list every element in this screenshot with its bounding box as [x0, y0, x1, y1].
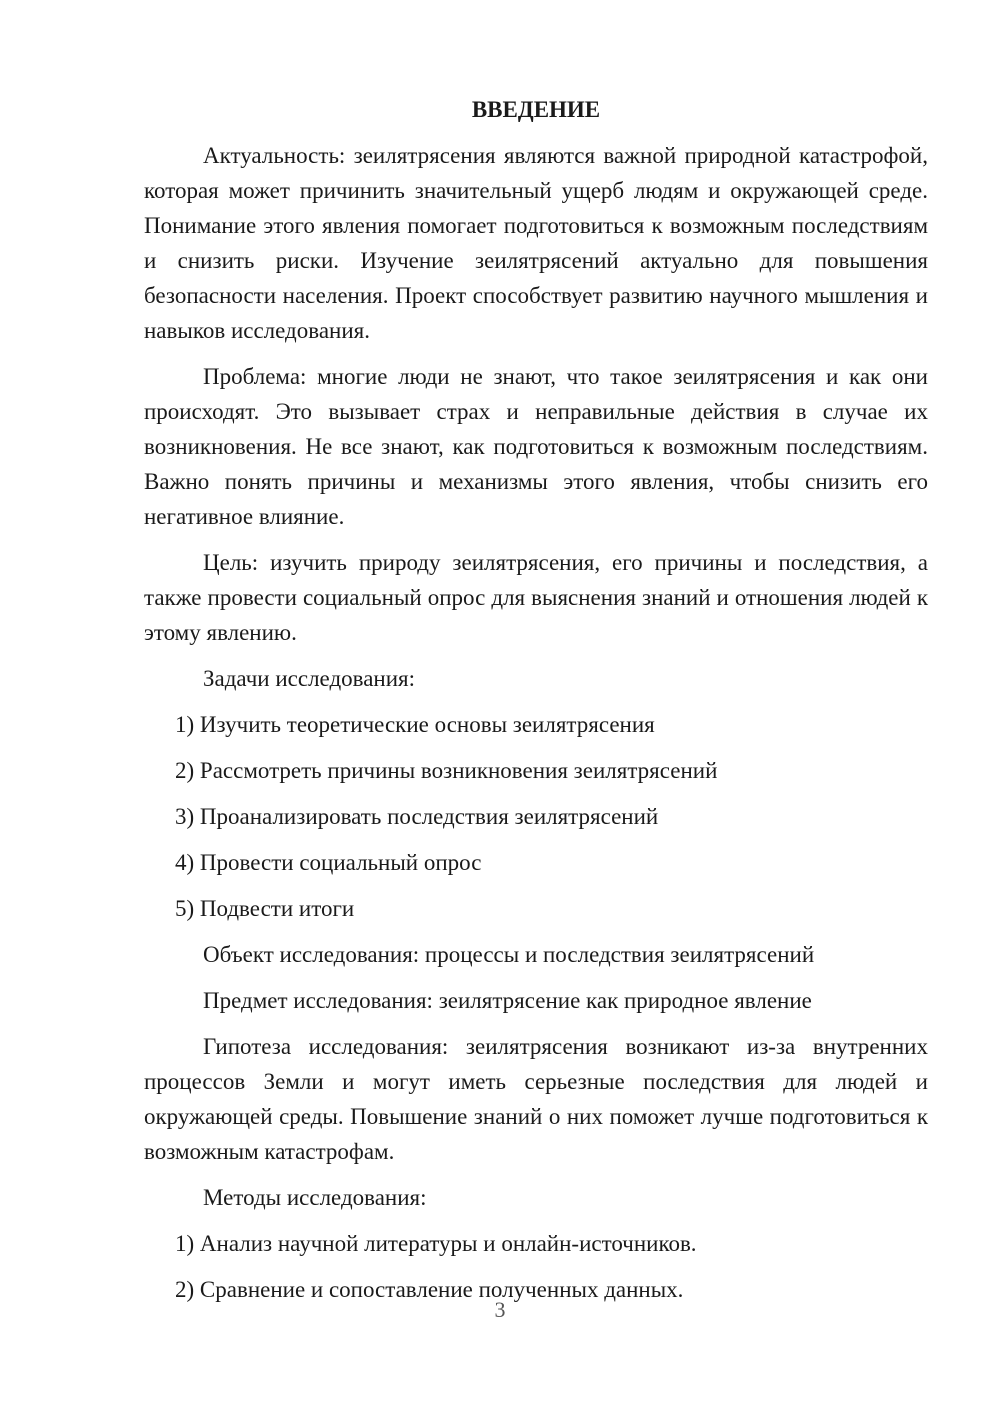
- task-item: 1) Изучить теоретические основы зеилятрясения: [175, 712, 655, 737]
- task-item: 5) Подвести итоги: [175, 896, 355, 921]
- problem-paragraph: Проблема: многие люди не знают, что такое зеилятрясения и как они происходят. Это вызывает страх и неправильные действия в случае их возникновения. Не все знают, как подготовиться к возможным последствиям. Важно понять причины и механизмы этого явления, чтобы снизить его негативное влияние.: [144, 364, 928, 529]
- methods-list: [144, 1226, 928, 1307]
- object-line: Объект исследования: процессы и последствия зеилятрясений: [203, 942, 815, 967]
- relevance-paragraph: Актуальность: зеилятрясения являются важной природной катастрофой, которая может причинить значительный ущерб людям и окружающей среде. Понимание этого явления помогает подготовиться к возможным последствиям и снизить риски. Изучение зеилятрясений актуально для повышения безопасности населения. Проект способствует развитию научного мышления и навыков исследования.: [144, 143, 928, 343]
- tasks-label: Задачи исследования:: [203, 666, 416, 691]
- methods-label: Методы исследования:: [203, 1185, 427, 1210]
- document-page: [144, 92, 928, 1318]
- subject-line: Предмет исследования: зеилятрясение как природное явление: [203, 988, 812, 1013]
- section-title: ВВЕДЕНИЕ: [471, 97, 601, 122]
- task-item: 2) Рассмотреть причины возникновения зеилятрясений: [175, 758, 718, 783]
- method-item: 1) Анализ научной литературы и онлайн-источников.: [175, 1231, 697, 1256]
- method-item: 2) Сравнение и сопоставление полученных данных.: [175, 1277, 684, 1302]
- page-number: 3: [494, 1297, 506, 1322]
- task-item: 3) Проанализировать последствия зеилятрясений: [175, 804, 659, 829]
- hypothesis-paragraph: Гипотеза исследования: зеилятрясения возникают из-за внутренних процессов Земли и могут иметь серьезные последствия для людей и окружающей среды. Повышение знаний о них поможет лучше подготовиться к возможным катастрофам.: [144, 1034, 928, 1164]
- goal-paragraph: Цель: изучить природу зеилятрясения, его причины и последствия, а также провести социальный опрос для выяснения знаний и отношения людей к этому явлению.: [144, 550, 928, 645]
- task-item: 4) Провести социальный опрос: [175, 850, 482, 875]
- tasks-list: [144, 707, 928, 926]
